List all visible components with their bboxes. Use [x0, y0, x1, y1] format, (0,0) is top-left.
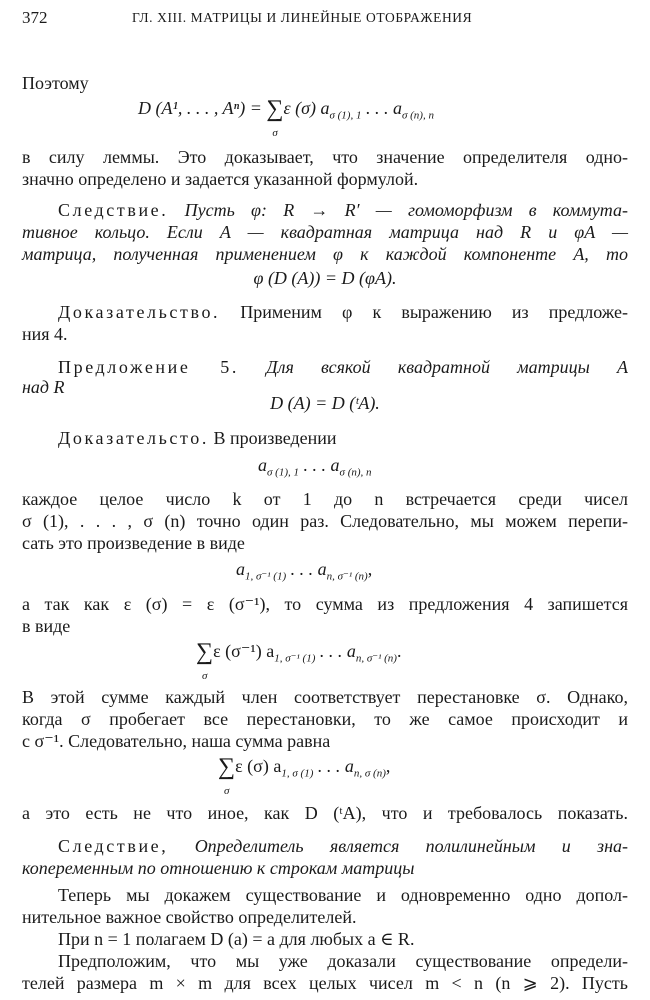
formula-rewritten-product: $a_{1, \sigma^{-1} (1)}$ . . . $a_{n, \sigma^{-1} (n)}$, [236, 559, 373, 583]
proof-2-text-5: в виде [22, 616, 71, 636]
corollary-2-line-1: Следствие, Определитель является полилинейным и зна- [58, 836, 628, 856]
final-text-4: Предположим, что мы уже доказали существование определи- [58, 951, 628, 971]
proof-2-text-3: сать это произведение в виде [22, 533, 245, 553]
proof-1-label: Доказательство. [58, 302, 221, 322]
corollary-1-line-2: тивное кольцо. Если A — квадратная матрица над R и φA — [22, 222, 628, 242]
final-text-5: телей размера m × m для всех целых чисел m < n (n ⩾ 2). Пусть [22, 973, 628, 993]
formula-phi-determinant: φ (D (A)) = D (φA). [253, 268, 397, 288]
proposition-5-line-1: Предложение 5. Для всякой квадратной матрицы A [58, 357, 629, 377]
proof-2-conclusion: а это есть не что иное, как D (ᵗA), что и требовалось показать. [22, 803, 628, 823]
corollary-2-label: Следствие, [58, 836, 169, 856]
corollary-2-line-2: копеременным по отношению к строкам матрицы [22, 858, 415, 878]
running-head: ГЛ. XIII. МАТРИЦЫ И ЛИНЕЙНЫЕ ОТОБРАЖЕНИЯ [132, 10, 473, 25]
proposition-5-line-2: над R [22, 377, 65, 397]
proposition-5-label: Предложение 5. [58, 357, 239, 377]
text-lemma-line-2: значно определено и задается указанной формулой. [22, 169, 419, 189]
corollary-1-line-1: Следствие. Пусть φ: R → R′ — гомоморфизм в коммута- [58, 200, 629, 220]
proof-2-text-1: каждое целое число k от 1 до n встречается среди чисел [22, 489, 628, 509]
proof-2-label: Доказательсто. [58, 428, 209, 448]
proof-2-text-4: а так как ε (σ) = ε (σ⁻¹), то сумма из предложения 4 запишется [22, 594, 628, 614]
proof-1-line-1: Доказательство. Применим φ к выражению из предложе- [58, 302, 628, 322]
sum-symbol: ∑ σ [266, 96, 284, 139]
proof-2-text-6: В этой сумме каждый член соответствует перестановке σ. Однако, [22, 687, 628, 707]
proof-2-text-8: с σ⁻¹. Следовательно, наша сумма равна [22, 731, 331, 751]
text-lemma-line-1: в силу леммы. Это доказывает, что значение определителя одно- [22, 147, 628, 167]
final-text-2: нительное важное свойство определителей. [22, 907, 357, 927]
formula-determinant-sum: D (A¹, . . . , Aⁿ) = ∑ σ ε (σ) $a_{\sigma (1), 1}$ . . . $a_{\sigma (n), n}$ [138, 96, 434, 139]
formula-product: $a_{\sigma (1), 1}$ . . . $a_{\sigma (n), n}$ [258, 455, 372, 479]
formula-sum-inverse: ∑ σ ε (σ⁻¹) $a_{1, \sigma^{-1} (1)}$ . . . $a_{n, \sigma^{-1} (n)}$. [196, 639, 402, 682]
proof-2-line-1: Доказательсто. В произведении [58, 428, 337, 448]
final-text-1: Теперь мы докажем существование и одновременно одно допол- [58, 885, 628, 905]
proof-2-text-2: σ (1), . . . , σ (n) точно один раз. Следовательно, мы можем перепи- [22, 511, 628, 531]
corollary-1-label: Следствие. [58, 200, 169, 220]
formula-sum-final: ∑ σ ε (σ) $a_{1, \sigma (1)}$ . . . $a_{n, \sigma (n)}$, [218, 754, 391, 797]
text-therefore: Поэтому [22, 73, 89, 93]
final-text-3: При n = 1 полагаем D (a) = a для любых a ∈ R. [58, 929, 415, 949]
corollary-1-line-3: матрица, полученная применением φ к каждой компоненте A, то [22, 244, 628, 264]
formula-determinant-transpose: D (A) = D (ᵗA). [270, 393, 380, 413]
page-header [22, 8, 628, 30]
proof-1-line-2: ния 4. [22, 324, 68, 344]
page-number: 372 [22, 8, 48, 27]
proof-2-text-7: когда σ пробегает все перестановки, то же самое происходит и [22, 709, 628, 729]
